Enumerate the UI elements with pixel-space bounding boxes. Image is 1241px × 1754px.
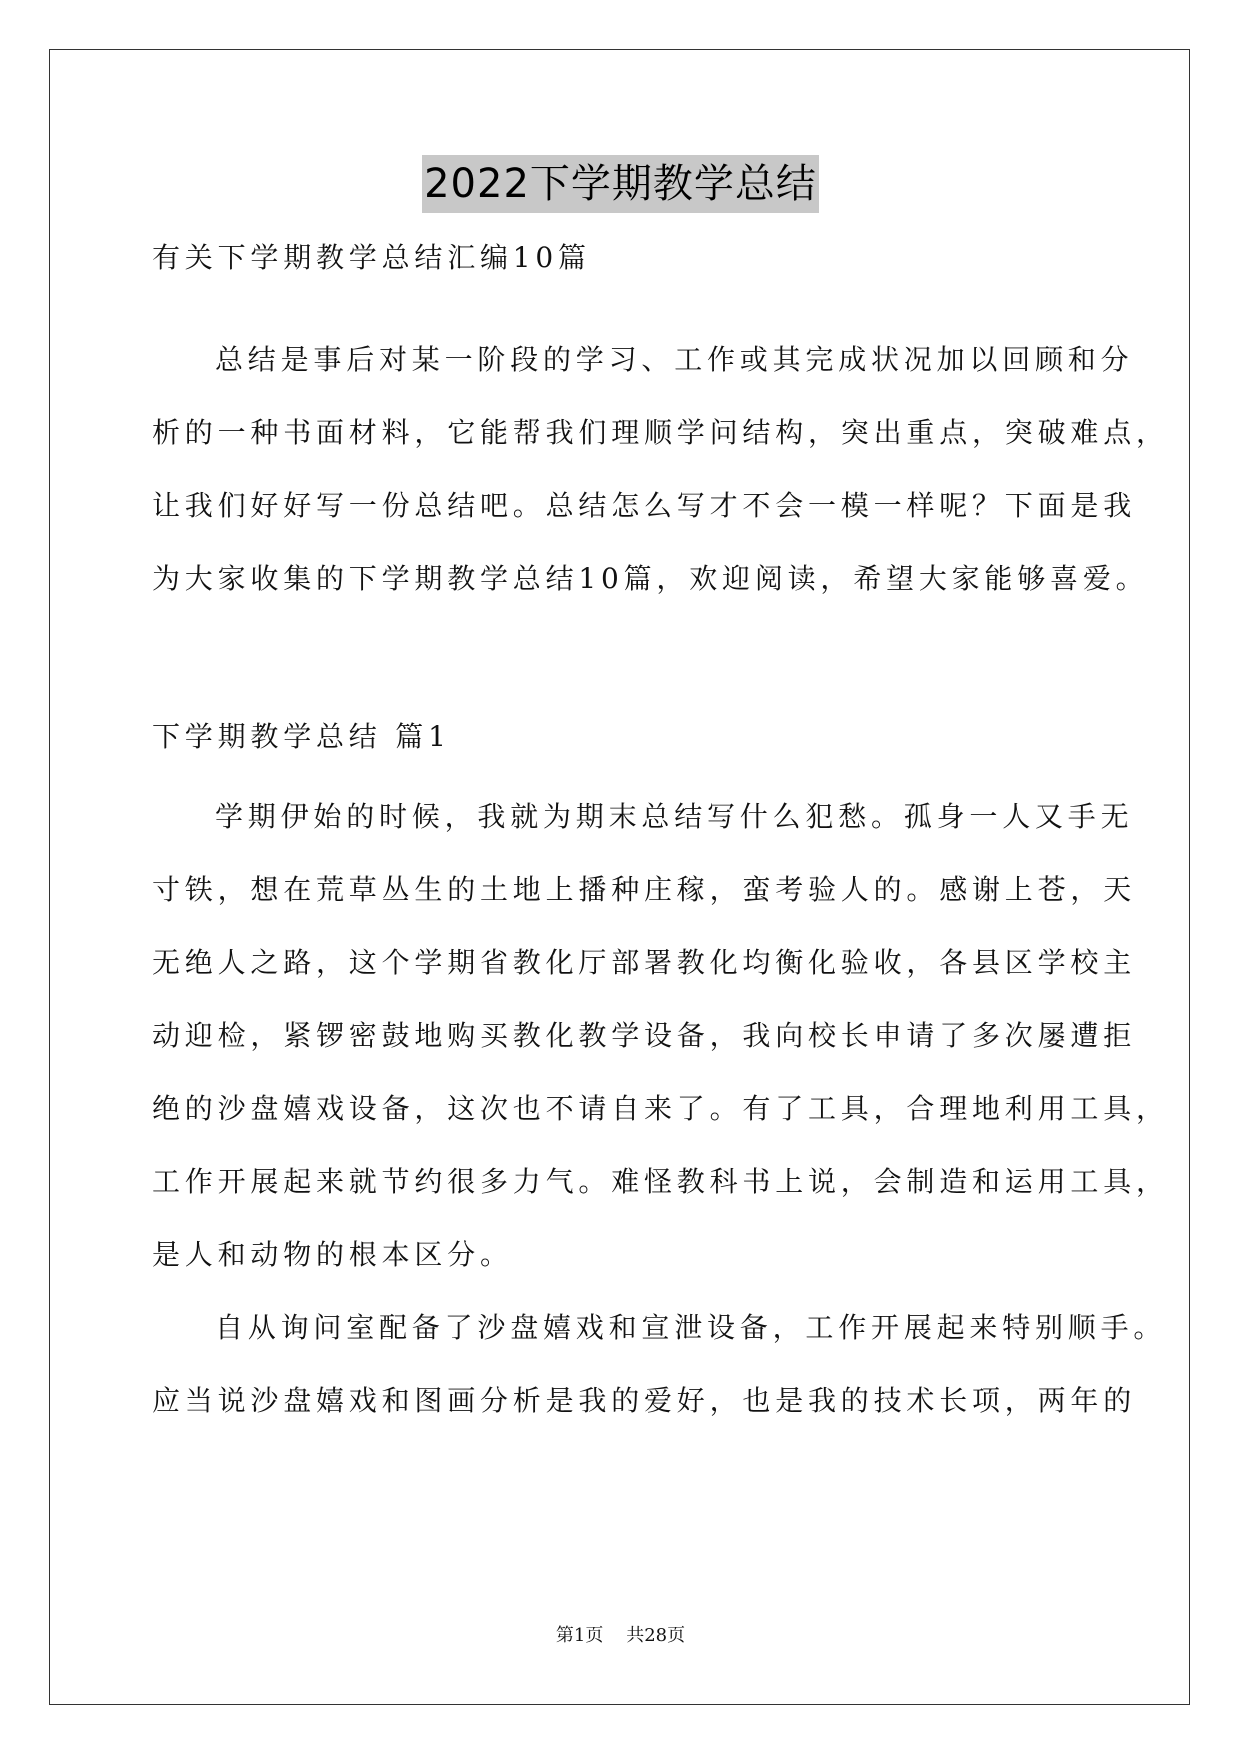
- title-container: [0, 155, 1241, 213]
- intro-line-4: 为大家收集的下学期教学总结10篇，欢迎阅读，希望大家能够喜爱。: [152, 562, 1149, 595]
- page-number: 第1页: [555, 1625, 604, 1646]
- paragraph2-line-2: 应当说沙盘嬉戏和图画分析是我的爱好，也是我的技术长项，两年的: [152, 1384, 1137, 1417]
- document-subtitle: 有关下学期教学总结汇编10篇: [152, 241, 591, 274]
- paragraph1-line-3: 无绝人之路，这个学期省教化厅部署教化均衡化验收，各县区学校主: [152, 946, 1137, 979]
- paragraph1-line-6: 工作开展起来就节约很多力气。难怪教科书上说，会制造和运用工具，: [152, 1165, 1169, 1198]
- intro-line-2: 析的一种书面材料，它能帮我们理顺学问结构，突出重点，突破难点，: [152, 416, 1169, 449]
- section-heading: 下学期教学总结 篇1: [152, 720, 451, 753]
- document-title: 2022下学期教学总结: [422, 155, 819, 213]
- paragraph1-line-1: 学期伊始的时候，我就为期末总结写什么犯愁。孤身一人又手无: [215, 800, 1134, 833]
- page-footer: [0, 1624, 1241, 1648]
- paragraph1-line-2: 寸铁，想在荒草丛生的土地上播种庄稼，蛮考验人的。感谢上苍，天: [152, 873, 1137, 906]
- intro-line-3: 让我们好好写一份总结吧。总结怎么写才不会一模一样呢？下面是我: [152, 489, 1137, 522]
- paragraph1-line-5: 绝的沙盘嬉戏设备，这次也不请自来了。有了工具，合理地利用工具，: [152, 1092, 1169, 1125]
- total-pages: 共28页: [626, 1625, 686, 1646]
- paragraph1-line-4: 动迎检，紧锣密鼓地购买教化教学设备，我向校长申请了多次屡遭拒: [152, 1019, 1137, 1052]
- paragraph2-line-1: 自从询问室配备了沙盘嬉戏和宣泄设备，工作开展起来特别顺手。: [215, 1311, 1167, 1344]
- paragraph1-line-7: 是人和动物的根本区分。: [152, 1238, 513, 1271]
- intro-line-1: 总结是事后对某一阶段的学习、工作或其完成状况加以回顾和分: [215, 343, 1134, 376]
